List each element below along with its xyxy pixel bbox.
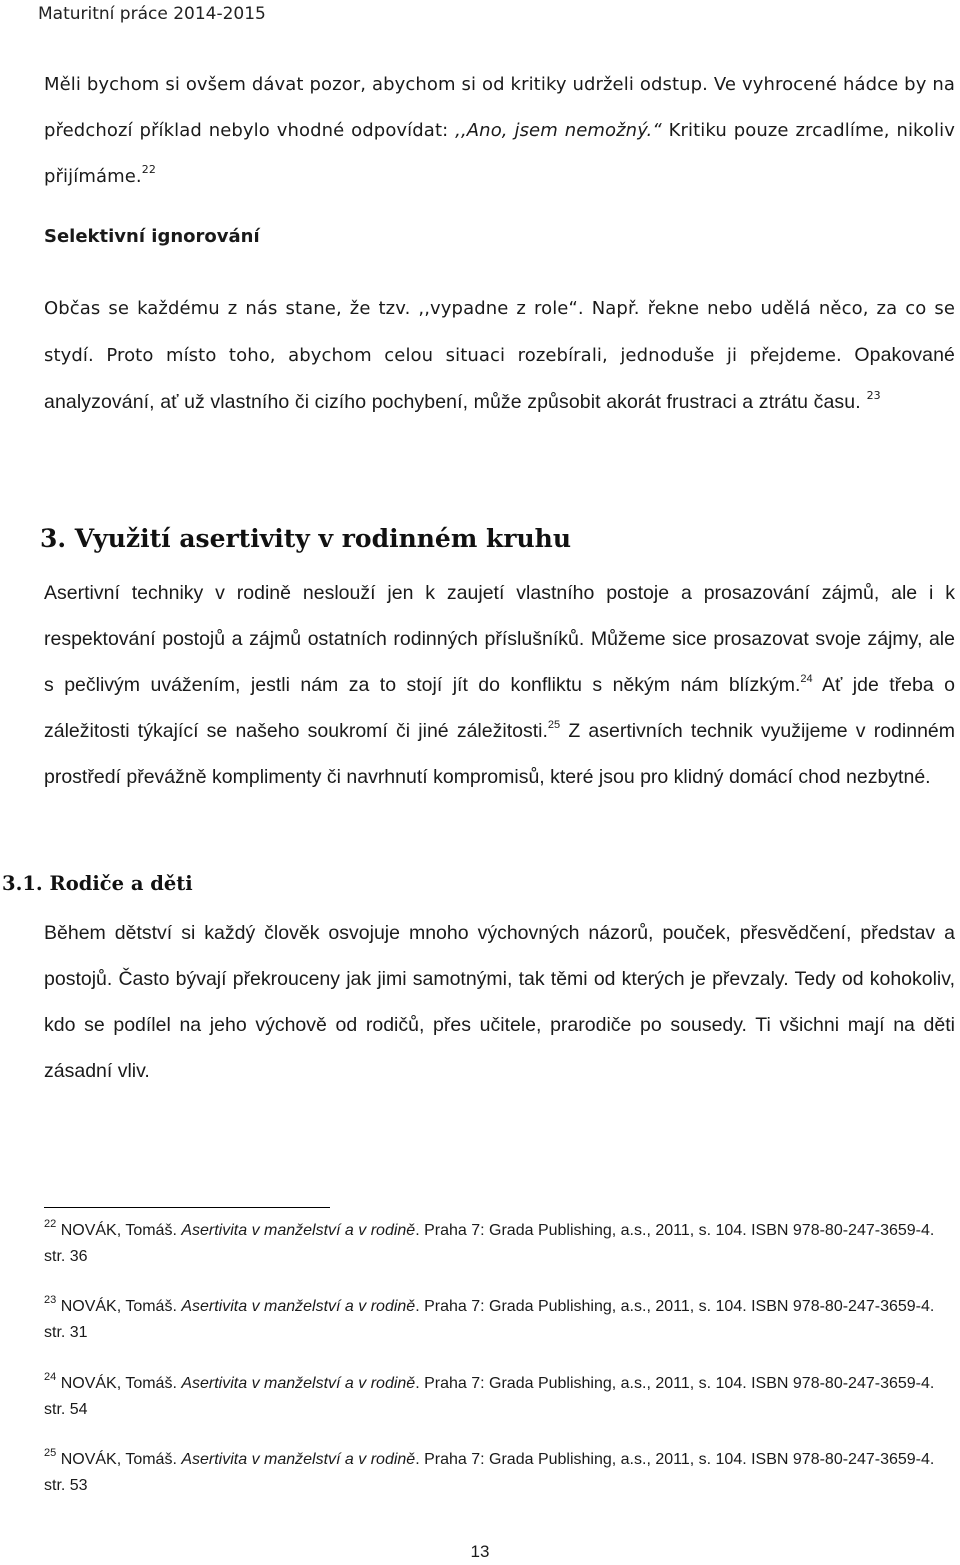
footnote-author: NOVÁK, Tomáš. bbox=[56, 1298, 182, 1315]
paragraph-text: Občas se každému z nás stane, že tzv. ,,vypadne z role“. Např. řekne nebo udělá něco, za co se stydí. Proto místo toho, abychom celou situaci rozebírali, jednoduše ji přejdeme. bbox=[44, 298, 955, 366]
footnote-22 bbox=[44, 1218, 958, 1270]
footnote-number: 23 bbox=[44, 1293, 57, 1306]
footnote-ref-24[interactable]: 24 bbox=[800, 672, 813, 685]
paragraph-text: Asertivní techniky v rodině neslouží jen k zaujetí vlastního postoje a prosazování zájmů, ale i k respektování postojů a zájmů ostatních rodinných příslušníků. Můžeme sice prosazovat svoje zájmy, ale s pečlivým uvážením, jestli nám za to stojí jít do konfliktu s někým nám blízkým. bbox=[44, 582, 955, 696]
footnote-23 bbox=[44, 1294, 958, 1346]
subheading-selective-ignoring: Selektivní ignorování bbox=[44, 226, 260, 247]
footnote-details: . Praha 7: Grada Publishing, a.s., 2011, s. 104. ISBN 978-80-247-3659-4. str. 54 bbox=[44, 1375, 935, 1418]
footnote-author: NOVÁK, Tomáš. bbox=[56, 1451, 182, 1468]
footnote-details: . Praha 7: Grada Publishing, a.s., 2011, s. 104. ISBN 978-80-247-3659-4. str. 31 bbox=[44, 1298, 935, 1341]
page-number: 13 bbox=[470, 1542, 490, 1561]
paragraph-text: Měli bychom si ovšem dávat pozor, abychom si od kritiky udrželi odstup. Ve vyhrocené hádce by na předchozí příklad nebylo vhodné odpovídat: bbox=[44, 74, 955, 141]
paragraph-role bbox=[44, 286, 955, 426]
footnote-details: . Praha 7: Grada Publishing, a.s., 2011, s. 104. ISBN 978-80-247-3659-4. str. 36 bbox=[44, 1222, 935, 1265]
running-header: Maturitní práce 2014-2015 bbox=[38, 4, 266, 24]
footnote-24 bbox=[44, 1371, 958, 1423]
footnote-ref-25[interactable]: 25 bbox=[547, 718, 561, 731]
footnote-author: NOVÁK, Tomáš. bbox=[56, 1222, 182, 1239]
paragraph-text: Kritiku pouze zrcadlíme, nikoliv přijímáme. bbox=[44, 120, 955, 187]
quote-text: ,,Ano, jsem nemožný.“ bbox=[455, 120, 662, 141]
footnote-divider bbox=[44, 1207, 330, 1208]
footnote-ref-22[interactable]: 22 bbox=[141, 163, 156, 176]
paragraph-text: Z asertivních technik využijeme v rodinném prostředí převážně komplimenty či navrhnutí kompromisů, které jsou pro klidný domácí chod nezbytné. bbox=[44, 720, 956, 788]
footnote-author: NOVÁK, Tomáš. bbox=[56, 1375, 182, 1392]
footnote-title: Asertivita v manželství a v rodině bbox=[181, 1298, 416, 1315]
section-heading-3: 3. Využití asertivity v rodinném kruhu bbox=[40, 524, 572, 553]
footnote-title: Asertivita v manželství a v rodině bbox=[181, 1375, 416, 1392]
paragraph-parents-children: Během dětství si každý člověk osvojuje mnoho výchovných názorů, pouček, přesvědčení, představ a postojů. Často bývají překrouceny jak jimi samotnými, tak těmi od kterých je převzaly. Tedy od kohokoliv, kdo se podílel na jeho výchově od rodičů, přes učitele, prarodiče po sousedy. Ti všichni mají na děti zásadní vliv. bbox=[44, 922, 955, 1082]
paragraph-text: Ať jde třeba o záležitosti týkající se našeho soukromí či jiné záležitosti. bbox=[44, 674, 955, 742]
footnote-number: 24 bbox=[44, 1370, 57, 1383]
section-heading-3-1: 3.1. Rodiče a děti bbox=[2, 872, 193, 895]
footnote-number: 22 bbox=[44, 1217, 57, 1230]
footnote-title: Asertivita v manželství a v rodině bbox=[181, 1222, 416, 1239]
paragraph-text: Opakované analyzování, ať už vlastního či cizího pochybení, může způsobit akorát frustraci a ztrátu času. bbox=[44, 344, 955, 413]
footnote-25 bbox=[44, 1447, 958, 1499]
paragraph-family bbox=[44, 570, 955, 800]
paragraph-criticism bbox=[44, 62, 955, 200]
footnote-title: Asertivita v manželství a v rodině bbox=[181, 1451, 416, 1468]
footnote-details: . Praha 7: Grada Publishing, a.s., 2011, s. 104. ISBN 978-80-247-3659-4. str. 53 bbox=[44, 1451, 935, 1494]
footnote-ref-23[interactable]: 23 bbox=[866, 389, 881, 402]
footnote-number: 25 bbox=[44, 1446, 57, 1459]
